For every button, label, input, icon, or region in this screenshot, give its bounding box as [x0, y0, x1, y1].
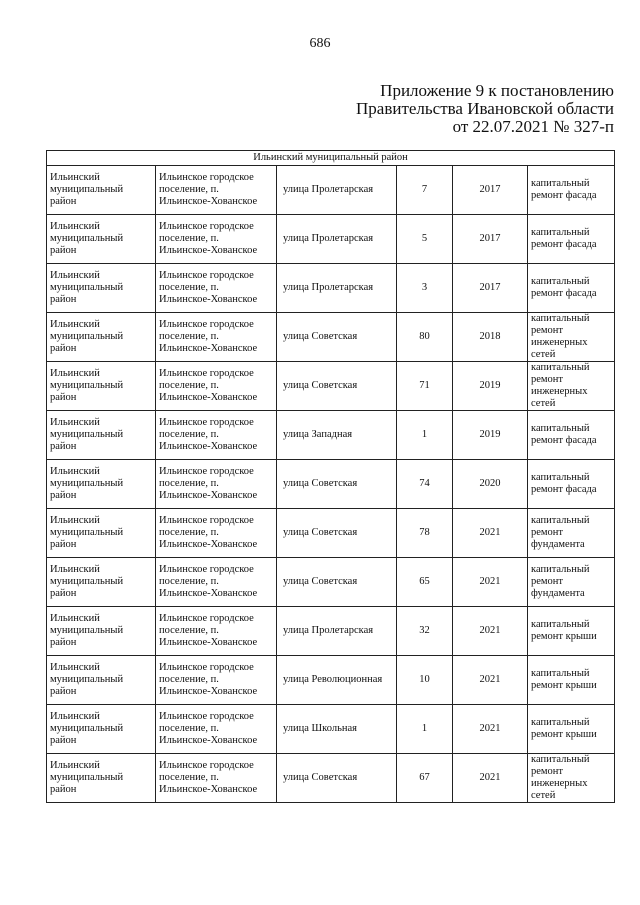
cell-street: улица Пролетарская	[277, 607, 397, 656]
cell-year: 2021	[453, 509, 528, 558]
appendix-heading	[356, 82, 614, 136]
cell-district: Ильинский муниципальный район	[47, 362, 156, 411]
cell-house: 3	[397, 264, 453, 313]
cell-street: улица Советская	[277, 460, 397, 509]
cell-district: Ильинский муниципальный район	[47, 411, 156, 460]
cell-house: 5	[397, 215, 453, 264]
table-row	[47, 656, 615, 705]
table-row	[47, 558, 615, 607]
cell-year: 2019	[453, 362, 528, 411]
cell-work: капитальный ремонт инженерных сетей	[528, 362, 615, 411]
cell-work: капитальный ремонт инженерных сетей	[528, 754, 615, 803]
cell-settlement: Ильинское городское поселение, п. Ильинское-Хованское	[156, 166, 277, 215]
cell-work: капитальный ремонт фасада	[528, 460, 615, 509]
cell-settlement: Ильинское городское поселение, п. Ильинское-Хованское	[156, 754, 277, 803]
cell-district: Ильинский муниципальный район	[47, 558, 156, 607]
cell-settlement: Ильинское городское поселение, п. Ильинское-Хованское	[156, 460, 277, 509]
cell-year: 2020	[453, 460, 528, 509]
cell-district: Ильинский муниципальный район	[47, 264, 156, 313]
cell-work: капитальный ремонт инженерных сетей	[528, 313, 615, 362]
cell-year: 2021	[453, 754, 528, 803]
repair-table	[46, 150, 615, 803]
cell-settlement: Ильинское городское поселение, п. Ильинское-Хованское	[156, 607, 277, 656]
cell-work: капитальный ремонт крыши	[528, 656, 615, 705]
heading-line-1: Приложение 9 к постановлению	[380, 81, 614, 100]
cell-district: Ильинский муниципальный район	[47, 754, 156, 803]
cell-district: Ильинский муниципальный район	[47, 656, 156, 705]
cell-year: 2017	[453, 215, 528, 264]
cell-street: улица Школьная	[277, 705, 397, 754]
cell-year: 2018	[453, 313, 528, 362]
cell-house: 74	[397, 460, 453, 509]
cell-work: капитальный ремонт фасада	[528, 166, 615, 215]
cell-settlement: Ильинское городское поселение, п. Ильинское-Хованское	[156, 313, 277, 362]
cell-year: 2021	[453, 656, 528, 705]
cell-district: Ильинский муниципальный район	[47, 509, 156, 558]
cell-district: Ильинский муниципальный район	[47, 166, 156, 215]
cell-house: 7	[397, 166, 453, 215]
cell-year: 2017	[453, 264, 528, 313]
cell-district: Ильинский муниципальный район	[47, 607, 156, 656]
heading-line-3: от 22.07.2021 № 327-п	[452, 117, 614, 136]
cell-year: 2021	[453, 558, 528, 607]
section-header-row	[47, 151, 615, 166]
table-row	[47, 754, 615, 803]
table-row	[47, 607, 615, 656]
cell-settlement: Ильинское городское поселение, п. Ильинское-Хованское	[156, 411, 277, 460]
table-row	[47, 411, 615, 460]
page-number: 686	[309, 36, 331, 51]
cell-work: капитальный ремонт фасада	[528, 264, 615, 313]
cell-street: улица Советская	[277, 313, 397, 362]
table-row	[47, 362, 615, 411]
cell-house: 78	[397, 509, 453, 558]
cell-house: 1	[397, 705, 453, 754]
cell-settlement: Ильинское городское поселение, п. Ильинское-Хованское	[156, 264, 277, 313]
cell-settlement: Ильинское городское поселение, п. Ильинское-Хованское	[156, 656, 277, 705]
cell-work: капитальный ремонт крыши	[528, 705, 615, 754]
cell-house: 32	[397, 607, 453, 656]
cell-work: капитальный ремонт фасада	[528, 411, 615, 460]
cell-district: Ильинский муниципальный район	[47, 313, 156, 362]
cell-street: улица Советская	[277, 362, 397, 411]
heading-line-2: Правительства Ивановской области	[356, 99, 614, 118]
cell-year: 2019	[453, 411, 528, 460]
cell-house: 10	[397, 656, 453, 705]
cell-street: улица Западная	[277, 411, 397, 460]
cell-house: 65	[397, 558, 453, 607]
cell-district: Ильинский муниципальный район	[47, 705, 156, 754]
cell-work: капитальный ремонт крыши	[528, 607, 615, 656]
table-row	[47, 215, 615, 264]
cell-year: 2017	[453, 166, 528, 215]
table-row	[47, 460, 615, 509]
cell-work: капитальный ремонт фундамента	[528, 558, 615, 607]
cell-settlement: Ильинское городское поселение, п. Ильинское-Хованское	[156, 215, 277, 264]
cell-year: 2021	[453, 705, 528, 754]
cell-work: капитальный ремонт фасада	[528, 215, 615, 264]
cell-district: Ильинский муниципальный район	[47, 460, 156, 509]
section-header: Ильинский муниципальный район	[47, 151, 615, 166]
cell-year: 2021	[453, 607, 528, 656]
cell-house: 1	[397, 411, 453, 460]
cell-settlement: Ильинское городское поселение, п. Ильинское-Хованское	[156, 558, 277, 607]
cell-house: 67	[397, 754, 453, 803]
cell-work: капитальный ремонт фундамента	[528, 509, 615, 558]
table-row	[47, 264, 615, 313]
table-row	[47, 509, 615, 558]
table-row	[47, 166, 615, 215]
table-row	[47, 705, 615, 754]
cell-house: 71	[397, 362, 453, 411]
cell-house: 80	[397, 313, 453, 362]
cell-settlement: Ильинское городское поселение, п. Ильинское-Хованское	[156, 509, 277, 558]
cell-street: улица Пролетарская	[277, 166, 397, 215]
cell-street: улица Пролетарская	[277, 264, 397, 313]
cell-street: улица Советская	[277, 509, 397, 558]
cell-street: улица Пролетарская	[277, 215, 397, 264]
table-row	[47, 313, 615, 362]
cell-district: Ильинский муниципальный район	[47, 215, 156, 264]
cell-street: улица Революционная	[277, 656, 397, 705]
cell-street: улица Советская	[277, 558, 397, 607]
cell-settlement: Ильинское городское поселение, п. Ильинское-Хованское	[156, 362, 277, 411]
cell-settlement: Ильинское городское поселение, п. Ильинское-Хованское	[156, 705, 277, 754]
cell-street: улица Советская	[277, 754, 397, 803]
